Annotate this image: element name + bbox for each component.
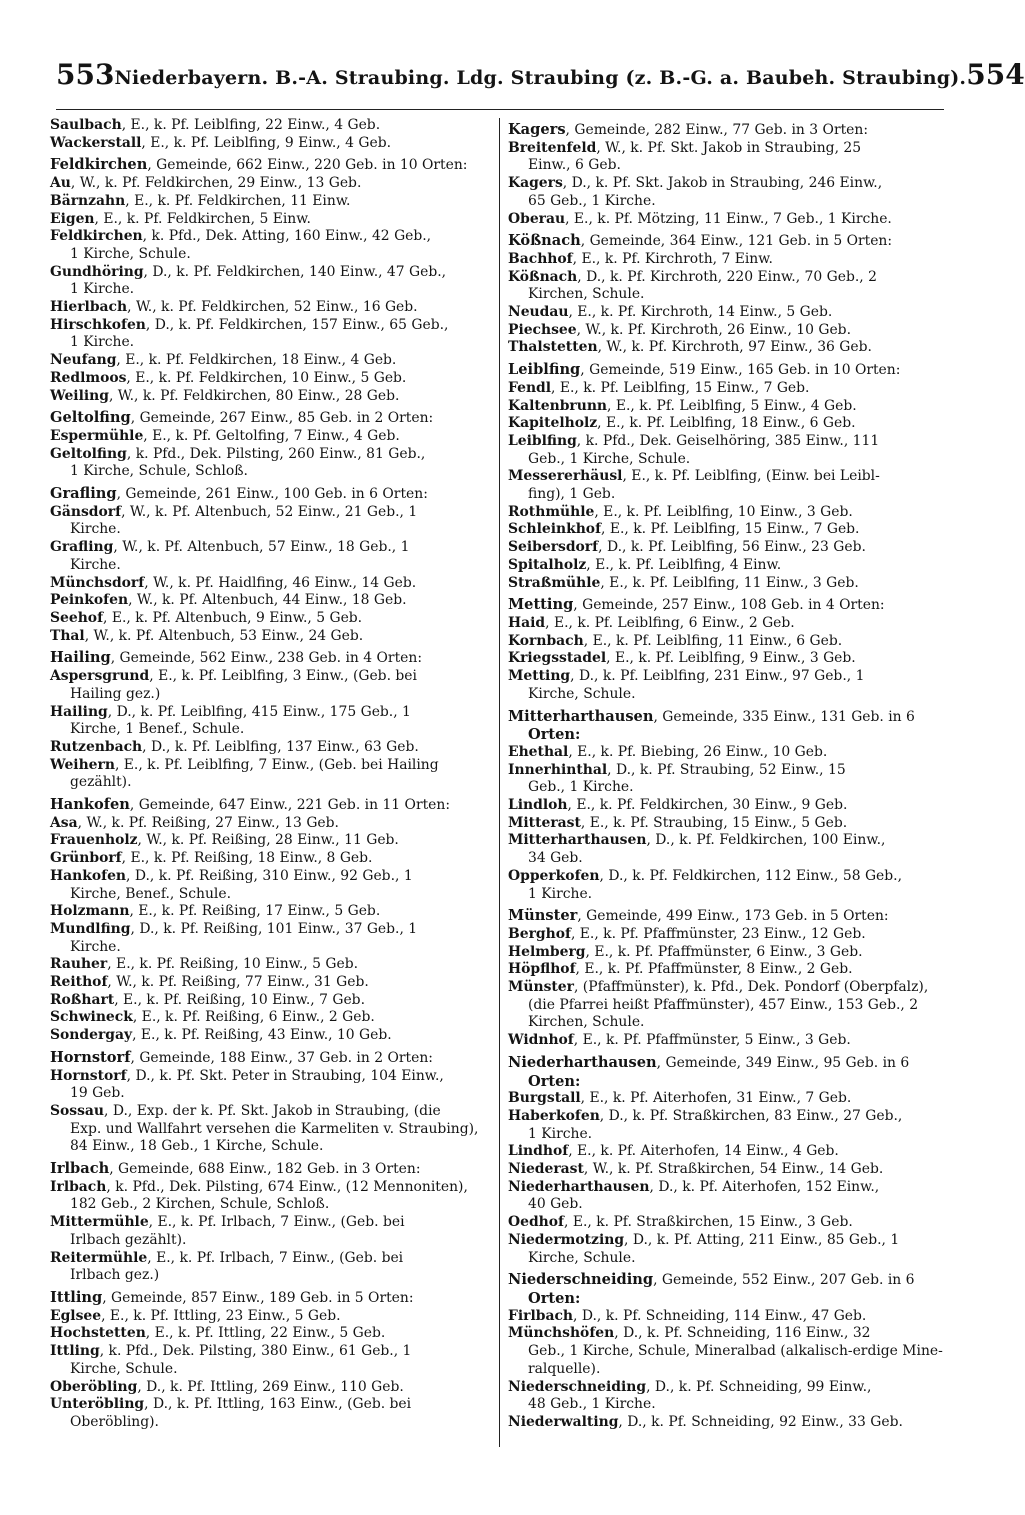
entry-continuation-line: Kirche. [70, 938, 121, 955]
entry-first-line: Kößnach, Gemeinde, 364 Einw., 121 Geb. in 5 Orten: [508, 232, 893, 250]
entry-first-line: Geltolfing, k. Pfd., Dek. Pilsting, 260 Einw., 81 Geb., [50, 445, 426, 462]
place-entry [50, 175, 494, 193]
place-entry [508, 175, 951, 210]
entry-continuation-line: 1 Kirche. [70, 334, 135, 351]
entry-first-line: Thalstetten, W., k. Pf. Kirchroth, 97 Einw., 36 Geb. [508, 339, 872, 356]
entry-first-line: Schwineck, E., k. Pf. Reißing, 6 Einw., 2 Geb. [50, 1009, 375, 1026]
place-entry [50, 446, 494, 481]
entry-first-line: Niederschneiding, D., k. Pf. Schneiding, 99 Einw., [508, 1378, 872, 1395]
entry-first-line: Fendl, E., k. Pf. Leiblfing, 15 Einw., 7 Geb. [508, 379, 810, 396]
entry-continuation-line: 1 Kirche. [70, 281, 135, 298]
place-entry [50, 264, 494, 299]
entry-first-line: Hirschkofen, D., k. Pf. Feldkirchen, 157 Einw., 65 Geb., [50, 316, 449, 333]
gemeinde-heading [508, 361, 951, 380]
entry-continuation-line: Geb., 1 Kirche, Schule, Mineralbad (alkalisch-erdige Mine- [528, 1343, 943, 1360]
entry-first-line: Seehof, E., k. Pf. Altenbuch, 9 Einw., 5 Geb. [50, 609, 363, 626]
entry-continuation-line: Irlbach gez.) [70, 1267, 160, 1284]
entry-first-line: Metting, Gemeinde, 257 Einw., 108 Geb. in 4 Orten: [508, 596, 885, 614]
left-page-number: 553 [56, 58, 115, 91]
gemeinde-heading [508, 232, 951, 251]
place-entry [508, 744, 951, 762]
entry-first-line: Espermühle, E., k. Pf. Geltolfing, 7 Einw., 4 Geb. [50, 427, 400, 444]
entry-first-line: Münster, Gemeinde, 499 Einw., 173 Geb. in 5 Orten: [508, 907, 889, 925]
place-entry [508, 380, 951, 398]
entry-continuation-line: Orten: [528, 726, 581, 744]
place-entry [508, 1143, 951, 1161]
entry-continuation-line: 19 Geb. [70, 1085, 125, 1102]
place-entry [508, 1414, 951, 1432]
place-entry [50, 135, 494, 153]
place-entry [508, 1308, 951, 1326]
entry-continuation-line: Oberöbling). [70, 1413, 159, 1430]
entry-first-line: Hornstorf, Gemeinde, 188 Einw., 37 Geb. in 2 Orten: [50, 1048, 433, 1066]
place-entry [508, 269, 951, 304]
gemeinde-heading [508, 1054, 951, 1090]
place-entry [508, 251, 951, 269]
entry-first-line: Piechsee, W., k. Pf. Kirchroth, 26 Einw., 10 Geb. [508, 321, 851, 338]
entry-first-line: Kapitelholz, E., k. Pf. Leiblfing, 18 Einw., 6 Geb. [508, 415, 856, 432]
entry-first-line: Mittermühle, E., k. Pf. Irlbach, 7 Einw., (Geb. bei [50, 1214, 405, 1231]
gemeinde-heading [50, 485, 494, 504]
entry-continuation-line: Kirchen, Schule. [528, 1014, 645, 1031]
place-entry [50, 956, 494, 974]
place-entry [50, 1325, 494, 1343]
entry-first-line: Kagers, Gemeinde, 282 Einw., 77 Geb. in 3 Orten: [508, 121, 869, 138]
entry-continuation-line: 48 Geb., 1 Kirche. [528, 1396, 656, 1413]
place-entry [508, 832, 951, 867]
entry-first-line: Asa, W., k. Pf. Reißing, 27 Einw., 13 Geb. [50, 814, 339, 831]
place-entry [508, 433, 951, 468]
entry-first-line: Leiblfing, k. Pfd., Dek. Geiselhöring, 385 Einw., 111 [508, 432, 880, 449]
place-entry [50, 992, 494, 1010]
entry-first-line: Hailing, Gemeinde, 562 Einw., 238 Geb. in 4 Orten: [50, 649, 423, 667]
entry-first-line: Höpflhof, E., k. Pf. Pfaffmünster, 8 Einw., 2 Geb. [508, 961, 853, 978]
entry-first-line: Saulbach, E., k. Pf. Leiblfing, 22 Einw., 4 Geb. [50, 117, 381, 133]
entry-first-line: Rutzenbach, D., k. Pf. Leiblfing, 137 Einw., 63 Geb. [50, 738, 419, 755]
place-entry [508, 668, 951, 703]
entry-continuation-line: Kirche, Schule. [528, 1249, 636, 1266]
entry-first-line: Ittling, Gemeinde, 857 Einw., 189 Geb. in 5 Orten: [50, 1289, 414, 1306]
entry-first-line: Helmberg, E., k. Pf. Pfaffmünster, 6 Einw., 3 Geb. [508, 943, 863, 960]
entry-first-line: Reithof, W., k. Pf. Reißing, 77 Einw., 31 Geb. [50, 974, 369, 991]
place-entry [508, 415, 951, 433]
place-entry [508, 961, 951, 979]
header-rule [56, 109, 944, 110]
place-entry [508, 211, 951, 229]
place-entry [50, 539, 494, 574]
place-entry [50, 815, 494, 833]
entry-first-line: Ehethal, E., k. Pf. Biebing, 26 Einw., 10 Geb. [508, 743, 828, 760]
place-entry [50, 299, 494, 317]
place-entry [508, 1379, 951, 1414]
place-entry [508, 1179, 951, 1214]
gemeinde-heading [50, 156, 494, 175]
place-entry [50, 388, 494, 406]
place-entry [508, 557, 951, 575]
entry-continuation-line: Orten: [528, 1072, 581, 1090]
entry-first-line: Oberau, E., k. Pf. Mötzing, 11 Einw., 7 Geb., 1 Kirche. [508, 210, 892, 227]
place-entry [508, 762, 951, 797]
place-entry [508, 398, 951, 416]
place-entry [508, 615, 951, 633]
entry-first-line: Grafling, Gemeinde, 261 Einw., 100 Geb. in 6 Orten: [50, 485, 428, 503]
entry-first-line: Sossau, D., Exp. der k. Pf. Skt. Jakob in Straubing, (die [50, 1102, 441, 1119]
entry-first-line: Niederast, W., k. Pf. Straßkirchen, 54 Einw., 14 Geb. [508, 1161, 884, 1178]
entry-first-line: Burgstall, E., k. Pf. Aiterhofen, 31 Einw., 7 Geb. [508, 1090, 852, 1107]
place-entry [508, 521, 951, 539]
entry-continuation-line: Exp. und Wallfahrt versehen die Karmeliten v. Straubing), [70, 1120, 479, 1137]
entry-first-line: Mitterast, E., k. Pf. Straubing, 15 Einw., 5 Geb. [508, 814, 848, 831]
place-entry [508, 815, 951, 833]
place-entry [50, 1009, 494, 1027]
entry-continuation-line: Hailing gez.) [70, 685, 161, 702]
entry-first-line: Gänsdorf, W., k. Pf. Altenbuch, 52 Einw., 21 Geb., 1 [50, 503, 418, 520]
place-entry [508, 1325, 951, 1378]
place-entry [50, 1396, 494, 1431]
place-entry [50, 1027, 494, 1045]
entry-first-line: Ittling, k. Pfd., Dek. Pilsting, 380 Einw., 61 Geb., 1 [50, 1343, 412, 1360]
gemeinde-heading [50, 796, 494, 815]
place-entry [50, 1343, 494, 1378]
place-entry [50, 504, 494, 539]
entry-first-line: Widnhof, E., k. Pf. Pfaffmünster, 5 Einw., 3 Geb. [508, 1032, 851, 1049]
gemeinde-heading [508, 121, 951, 140]
place-entry [508, 468, 951, 503]
entry-first-line: Peinkofen, W., k. Pf. Altenbuch, 44 Einw., 18 Geb. [50, 592, 407, 609]
place-entry [508, 504, 951, 522]
place-entry [50, 668, 494, 703]
entry-continuation-line: 1 Kirche. [528, 1125, 593, 1142]
entry-first-line: Feldkirchen, Gemeinde, 662 Einw., 220 Geb. in 10 Orten: [50, 156, 468, 174]
gemeinde-heading [50, 649, 494, 668]
entry-continuation-line: Kirche, 1 Benef., Schule. [70, 721, 245, 738]
place-entry [50, 739, 494, 757]
place-entry [50, 1068, 494, 1103]
entry-first-line: Schleinkhof, E., k. Pf. Leiblfing, 15 Einw., 7 Geb. [508, 521, 860, 538]
place-entry [508, 868, 951, 903]
place-entry [508, 1090, 951, 1108]
entry-first-line: Münster, (Pfaffmünster), k. Pfd., Dek. Pondorf (Oberpfalz), [508, 979, 929, 996]
entry-first-line: Metting, D., k. Pf. Leiblfing, 231 Einw., 97 Geb., 1 [508, 668, 865, 685]
entry-continuation-line: (die Pfarrei heißt Pfaffmünster), 457 Einw., 153 Geb., 2 [528, 996, 919, 1013]
running-title: Niederbayern. B.-A. Straubing. Ldg. Straubing (z. B.-G. a. Baubeh. Straubing). [114, 67, 967, 89]
place-entry [508, 322, 951, 340]
entry-first-line: Neufang, E., k. Pf. Feldkirchen, 18 Einw., 4 Geb. [50, 352, 397, 369]
entry-first-line: Feldkirchen, k. Pfd., Dek. Atting, 160 Einw., 42 Geb., [50, 228, 432, 245]
place-entry [50, 757, 494, 792]
entry-continuation-line: Geb., 1 Kirche, Schule. [528, 450, 691, 467]
entry-continuation-line: Irlbach gezählt). [70, 1231, 187, 1248]
entry-first-line: Hankofen, D., k. Pf. Reißing, 310 Einw., 92 Geb., 1 [50, 867, 413, 884]
entry-first-line: Geltolfing, Gemeinde, 267 Einw., 85 Geb. in 2 Orten: [50, 409, 434, 427]
place-entry [50, 974, 494, 992]
entry-first-line: Reitermühle, E., k. Pf. Irlbach, 7 Einw., (Geb. bei [50, 1249, 404, 1266]
place-entry [50, 868, 494, 903]
entry-first-line: Mitterharthausen, D., k. Pf. Feldkirchen, 100 Einw., [508, 832, 886, 849]
entry-continuation-line: 1 Kirche, Schule, Schloß. [70, 463, 248, 480]
entry-first-line: Hailing, D., k. Pf. Leiblfing, 415 Einw., 175 Geb., 1 [50, 703, 411, 720]
place-entry [50, 903, 494, 921]
place-entry [50, 921, 494, 956]
right-column [508, 117, 951, 1432]
entry-first-line: Kriegsstadel, E., k. Pf. Leiblfing, 9 Einw., 3 Geb. [508, 650, 856, 667]
entry-first-line: Seibersdorf, D., k. Pf. Leiblfing, 56 Einw., 23 Geb. [508, 539, 866, 556]
place-entry [50, 1103, 494, 1156]
gemeinde-heading [50, 1289, 494, 1308]
left-column [50, 117, 494, 1432]
entry-first-line: Bachhof, E., k. Pf. Kirchroth, 7 Einw. [508, 250, 773, 267]
entry-first-line: Innerhinthal, D., k. Pf. Straubing, 52 Einw., 15 [508, 761, 846, 778]
entry-continuation-line: Kirche, Schule. [70, 1360, 178, 1377]
gemeinde-heading [508, 1271, 951, 1307]
place-entry [50, 832, 494, 850]
entry-continuation-line: 40 Geb. [528, 1196, 583, 1213]
entry-first-line: Frauenholz, W., k. Pf. Reißing, 28 Einw., 11 Geb. [50, 832, 399, 849]
entry-first-line: Haid, E., k. Pf. Leiblfing, 6 Einw., 2 Geb. [508, 614, 795, 631]
place-entry [508, 633, 951, 651]
entry-first-line: Hochstetten, E., k. Pf. Ittling, 22 Einw., 5 Geb. [50, 1325, 386, 1342]
entry-first-line: Unteröbling, D., k. Pf. Ittling, 163 Einw., (Geb. bei [50, 1396, 412, 1413]
entry-continuation-line: 65 Geb., 1 Kirche. [528, 192, 656, 209]
place-entry [508, 339, 951, 357]
place-entry [50, 610, 494, 628]
entry-first-line: Thal, W., k. Pf. Altenbuch, 53 Einw., 24 Geb. [50, 627, 364, 644]
entry-continuation-line: Kirche, Schule. [528, 685, 636, 702]
entry-continuation-line: 1 Kirche. [528, 885, 593, 902]
entry-continuation-line: 182 Geb., 2 Kirchen, Schule, Schloß. [70, 1196, 330, 1213]
entry-continuation-line: Geb., 1 Kirche. [528, 779, 634, 796]
entry-first-line: Rauher, E., k. Pf. Reißing, 10 Einw., 5 Geb. [50, 956, 359, 973]
place-entry [50, 575, 494, 593]
place-entry [508, 1108, 951, 1143]
place-entry [508, 944, 951, 962]
place-entry [508, 797, 951, 815]
entry-first-line: Au, W., k. Pf. Feldkirchen, 29 Einw., 13 Geb. [50, 175, 362, 192]
entry-first-line: Oedhof, E., k. Pf. Straßkirchen, 15 Einw., 3 Geb. [508, 1214, 853, 1231]
entry-continuation-line: Kirchen, Schule. [528, 286, 645, 303]
entry-first-line: Hankofen, Gemeinde, 647 Einw., 221 Geb. in 11 Orten: [50, 796, 451, 814]
entry-continuation-line: Kirche. [70, 521, 121, 538]
entry-first-line: Kößnach, D., k. Pf. Kirchroth, 220 Einw., 70 Geb., 2 [508, 268, 877, 285]
gemeinde-heading [50, 1160, 494, 1179]
entry-continuation-line: Kirche. [70, 556, 121, 573]
entry-first-line: Eglsee, E., k. Pf. Ittling, 23 Einw., 5 Geb. [50, 1307, 341, 1324]
entry-first-line: Hierlbach, W., k. Pf. Feldkirchen, 52 Einw., 16 Geb. [50, 299, 418, 316]
entry-first-line: Haberkofen, D., k. Pf. Straßkirchen, 83 Einw., 27 Geb., [508, 1107, 903, 1124]
place-entry [50, 1250, 494, 1285]
entry-first-line: Niedermotzing, D., k. Pf. Atting, 211 Einw., 85 Geb., 1 [508, 1231, 900, 1248]
entry-first-line: Wackerstall, E., k. Pf. Leiblfing, 9 Einw., 4 Geb. [50, 134, 392, 151]
entry-first-line: Kagers, D., k. Pf. Skt. Jakob in Straubing, 246 Einw., [508, 175, 883, 192]
place-entry [508, 575, 951, 593]
place-entry [508, 1032, 951, 1050]
place-entry [50, 704, 494, 739]
place-entry [50, 1308, 494, 1326]
place-entry [508, 539, 951, 557]
entry-first-line: Grafling, W., k. Pf. Altenbuch, 57 Einw., 18 Geb., 1 [50, 539, 410, 556]
place-entry [50, 628, 494, 646]
entry-first-line: Opperkofen, D., k. Pf. Feldkirchen, 112 Einw., 58 Geb., [508, 867, 903, 884]
gemeinde-heading [50, 1049, 494, 1068]
place-entry [50, 428, 494, 446]
entry-continuation-line: fing), 1 Geb. [528, 486, 616, 503]
entry-first-line: Irlbach, Gemeinde, 688 Einw., 182 Geb. in 3 Orten: [50, 1160, 421, 1178]
entry-first-line: Mundlfing, D., k. Pf. Reißing, 101 Einw., 37 Geb., 1 [50, 920, 418, 937]
entry-first-line: Roßhart, E., k. Pf. Reißing, 10 Einw., 7 Geb. [50, 991, 365, 1008]
entry-first-line: Niederschneiding, Gemeinde, 552 Einw., 207 Geb. in 6 [508, 1271, 915, 1289]
place-entry [50, 317, 494, 352]
place-entry [50, 1179, 494, 1214]
entry-first-line: Weiling, W., k. Pf. Feldkirchen, 80 Einw., 28 Geb. [50, 387, 400, 404]
gemeinde-heading [508, 708, 951, 744]
entry-first-line: Münchsdorf, W., k. Pf. Haidlfing, 46 Einw., 14 Geb. [50, 574, 417, 591]
entry-first-line: Messererhäusl, E., k. Pf. Leiblfing, (Einw. bei Leibl- [508, 468, 880, 485]
entry-first-line: Berghof, E., k. Pf. Pfaffmünster, 23 Einw., 12 Geb. [508, 925, 866, 942]
entry-first-line: Bärnzahn, E., k. Pf. Feldkirchen, 11 Einw. [50, 192, 351, 209]
entry-continuation-line: Orten: [528, 1290, 581, 1307]
place-entry [50, 211, 494, 229]
entry-first-line: Mitterharthausen, Gemeinde, 335 Einw., 131 Geb. in 6 [508, 707, 915, 725]
place-entry [508, 140, 951, 175]
entry-first-line: Hornstorf, D., k. Pf. Skt. Peter in Straubing, 104 Einw., [50, 1067, 444, 1084]
gemeinde-heading [50, 409, 494, 428]
entry-continuation-line: 1 Kirche, Schule. [70, 245, 191, 262]
entry-first-line: Lindhof, E., k. Pf. Aiterhofen, 14 Einw., 4 Geb. [508, 1143, 839, 1160]
entry-first-line: Aspersgrund, E., k. Pf. Leiblfing, 3 Einw., (Geb. bei [50, 668, 417, 685]
entry-first-line: Irlbach, k. Pfd., Dek. Pilsting, 674 Einw., (12 Mennoniten), [50, 1178, 468, 1195]
entry-first-line: Eigen, E., k. Pf. Feldkirchen, 5 Einw. [50, 210, 311, 227]
entry-first-line: Niederharthausen, D., k. Pf. Aiterhofen, 152 Einw., [508, 1178, 880, 1195]
place-entry [50, 117, 494, 135]
column-divider [499, 118, 500, 1447]
place-entry [50, 352, 494, 370]
entry-first-line: Gundhöring, D., k. Pf. Feldkirchen, 140 Einw., 47 Geb., [50, 263, 447, 280]
entry-first-line: Kornbach, E., k. Pf. Leiblfing, 11 Einw., 6 Geb. [508, 632, 843, 649]
place-entry [50, 193, 494, 211]
entry-continuation-line: 84 Einw., 18 Geb., 1 Kirche, Schule. [70, 1138, 324, 1155]
place-entry [508, 926, 951, 944]
gemeinde-heading [508, 907, 951, 926]
entry-continuation-line: ralquelle). [528, 1360, 601, 1377]
place-entry [50, 228, 494, 263]
entry-continuation-line: Einw., 6 Geb. [528, 157, 621, 174]
gemeinde-heading [508, 596, 951, 615]
place-entry [508, 979, 951, 1032]
entry-first-line: Sondergay, E., k. Pf. Reißing, 43 Einw., 10 Geb. [50, 1027, 392, 1044]
entry-first-line: Kaltenbrunn, E., k. Pf. Leiblfing, 5 Einw., 4 Geb. [508, 397, 857, 414]
entry-first-line: Rothmühle, E., k. Pf. Leiblfing, 10 Einw., 3 Geb. [508, 503, 853, 520]
entry-first-line: Holzmann, E., k. Pf. Reißing, 17 Einw., 5 Geb. [50, 903, 381, 920]
entry-first-line: Niederwalting, D., k. Pf. Schneiding, 92 Einw., 33 Geb. [508, 1413, 903, 1430]
place-entry [508, 1161, 951, 1179]
page-header [56, 58, 1025, 98]
entry-continuation-line: gezählt). [70, 774, 132, 791]
place-entry [508, 1232, 951, 1267]
place-entry [508, 304, 951, 322]
right-page-number: 554 [966, 58, 1025, 91]
entry-first-line: Niederharthausen, Gemeinde, 349 Einw., 95 Geb. in 6 [508, 1053, 910, 1071]
entry-first-line: Redlmoos, E., k. Pf. Feldkirchen, 10 Einw., 5 Geb. [50, 369, 407, 386]
place-entry [50, 1379, 494, 1397]
entry-first-line: Münchshöfen, D., k. Pf. Schneiding, 116 Einw., 32 [508, 1325, 871, 1342]
entry-continuation-line: Kirche, Benef., Schule. [70, 885, 231, 902]
entry-first-line: Grünborf, E., k. Pf. Reißing, 18 Einw., 8 Geb. [50, 850, 373, 867]
entry-first-line: Spitalholz, E., k. Pf. Leiblfing, 4 Einw. [508, 556, 782, 573]
place-entry [50, 1214, 494, 1249]
entry-first-line: Lindloh, E., k. Pf. Feldkirchen, 30 Einw., 9 Geb. [508, 797, 848, 814]
place-entry [508, 1214, 951, 1232]
entry-first-line: Straßmühle, E., k. Pf. Leiblfing, 11 Einw., 3 Geb. [508, 574, 859, 591]
place-entry [508, 650, 951, 668]
entry-first-line: Weihern, E., k. Pf. Leiblfing, 7 Einw., (Geb. bei Hailing [50, 756, 439, 773]
entry-first-line: Leiblfing, Gemeinde, 519 Einw., 165 Geb. in 10 Orten: [508, 361, 901, 379]
place-entry [50, 592, 494, 610]
entry-first-line: Neudau, E., k. Pf. Kirchroth, 14 Einw., 5 Geb. [508, 304, 833, 321]
place-entry [50, 370, 494, 388]
entry-first-line: Firlbach, D., k. Pf. Schneiding, 114 Einw., 47 Geb. [508, 1307, 867, 1324]
entry-continuation-line: 34 Geb. [528, 850, 583, 867]
entry-first-line: Oberöbling, D., k. Pf. Ittling, 269 Einw., 110 Geb. [50, 1378, 404, 1395]
place-entry [50, 850, 494, 868]
entry-first-line: Breitenfeld, W., k. Pf. Skt. Jakob in Straubing, 25 [508, 139, 862, 156]
